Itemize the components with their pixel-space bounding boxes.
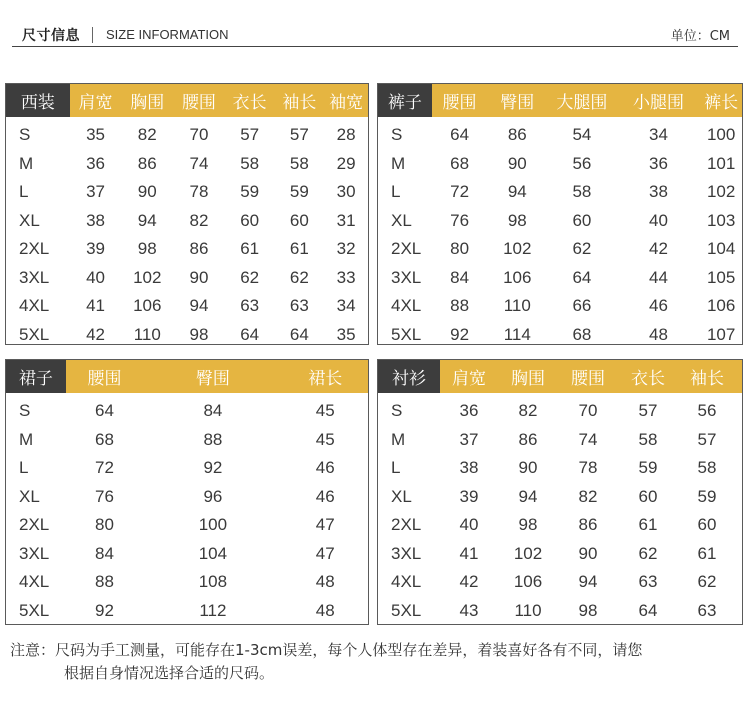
pants-column-header: 裤长 — [704, 93, 739, 113]
table-cell: 41 — [459, 543, 479, 563]
table-cell: 82 — [189, 210, 209, 230]
table-cell: 54 — [572, 125, 592, 145]
table-row — [378, 235, 742, 264]
table-cell: 64 — [572, 267, 592, 287]
table-cell: 68 — [572, 324, 592, 344]
table-cell: 31 — [336, 210, 356, 230]
table-row — [6, 511, 368, 540]
table-cell: 92 — [203, 458, 223, 478]
table-cell: 58 — [289, 153, 309, 173]
table-cell: 45 — [315, 429, 335, 449]
table-row — [6, 397, 368, 426]
table-cell: 86 — [137, 153, 157, 173]
table-cell: 62 — [638, 543, 658, 563]
table-cell: 84 — [450, 267, 470, 287]
table-cell: 108 — [198, 572, 228, 592]
table-row — [378, 321, 742, 350]
table-cell: 47 — [315, 515, 335, 535]
table-cell: 102 — [706, 182, 736, 202]
table-cell: 57 — [240, 125, 260, 145]
suit-table-header — [6, 84, 368, 117]
size-label: L — [391, 182, 401, 202]
table-cell: 78 — [189, 182, 209, 202]
table-row — [6, 321, 368, 350]
table-cell: 63 — [289, 296, 309, 316]
table-cell: 58 — [697, 458, 717, 478]
table-cell: 104 — [706, 239, 736, 259]
table-cell: 38 — [649, 182, 668, 202]
table-cell: 106 — [513, 572, 543, 592]
size-label: S — [391, 401, 403, 421]
table-row — [6, 150, 368, 179]
table-cell: 64 — [289, 324, 309, 344]
table-cell: 60 — [572, 210, 592, 230]
table-cell: 64 — [95, 401, 114, 421]
table-cell: 44 — [649, 267, 668, 287]
table-cell: 98 — [578, 600, 598, 620]
table-cell: 102 — [503, 239, 532, 259]
table-row — [6, 207, 368, 236]
suit-table-category: 西装 — [6, 84, 70, 117]
size-label: 3XL — [391, 543, 422, 563]
table-cell: 63 — [697, 600, 717, 620]
pants-column-header: 腰围 — [442, 93, 477, 113]
table-cell: 106 — [133, 296, 162, 316]
size-label: XL — [391, 210, 412, 230]
size-label: 4XL — [19, 572, 50, 592]
suit-column-header: 衣长 — [232, 93, 267, 113]
table-cell: 112 — [199, 600, 227, 620]
table-cell: 104 — [198, 543, 228, 563]
table-cell: 107 — [706, 324, 736, 344]
skirt-column-header: 臀围 — [195, 369, 230, 389]
table-cell: 37 — [459, 429, 479, 449]
table-row — [6, 568, 368, 597]
size-label: XL — [19, 486, 40, 506]
shirt-table-header — [378, 360, 742, 393]
suit-column-header: 袖宽 — [329, 93, 364, 113]
size-label: XL — [391, 486, 412, 506]
shirt-column-header: 肩宽 — [452, 369, 486, 389]
size-label: L — [19, 182, 29, 202]
table-cell: 98 — [518, 515, 538, 535]
table-cell: 59 — [638, 458, 658, 478]
table-row — [6, 454, 368, 483]
table-row — [378, 121, 742, 150]
table-cell: 98 — [189, 324, 209, 344]
pants-size-table — [377, 83, 743, 345]
table-row — [378, 454, 742, 483]
table-row — [378, 150, 742, 179]
table-cell: 70 — [578, 401, 598, 421]
table-cell: 94 — [518, 486, 538, 506]
table-cell: 64 — [240, 324, 260, 344]
size-label: L — [19, 458, 29, 478]
table-cell: 64 — [638, 600, 658, 620]
table-cell: 90 — [518, 458, 538, 478]
size-label: 4XL — [391, 572, 422, 592]
table-row — [378, 178, 742, 207]
table-cell: 110 — [514, 600, 542, 620]
size-label: 5XL — [19, 600, 50, 620]
table-cell: 42 — [459, 572, 479, 592]
table-cell: 61 — [638, 515, 658, 535]
table-cell: 72 — [450, 182, 470, 202]
table-cell: 41 — [86, 296, 106, 316]
table-cell: 56 — [572, 153, 592, 173]
skirt-size-table — [5, 359, 369, 625]
table-cell: 70 — [189, 125, 209, 145]
title-divider — [92, 27, 93, 43]
table-cell: 63 — [240, 296, 260, 316]
table-cell: 58 — [572, 182, 592, 202]
table-cell: 78 — [578, 458, 598, 478]
table-cell: 60 — [697, 515, 717, 535]
table-cell: 34 — [336, 296, 356, 316]
table-cell: 61 — [240, 239, 260, 259]
table-cell: 76 — [450, 210, 470, 230]
table-cell: 74 — [189, 153, 209, 173]
size-label: 5XL — [391, 324, 422, 344]
pants-column-header: 臀围 — [500, 93, 535, 113]
table-cell: 88 — [203, 429, 223, 449]
suit-column-header: 肩宽 — [78, 93, 113, 113]
size-label: S — [391, 125, 403, 145]
table-row — [6, 121, 368, 150]
table-row — [378, 207, 742, 236]
table-cell: 56 — [697, 401, 717, 421]
table-row — [378, 483, 742, 512]
pants-column-header: 小腿围 — [632, 93, 684, 113]
size-label: 3XL — [391, 267, 422, 287]
table-cell: 59 — [240, 182, 260, 202]
table-cell: 42 — [649, 239, 668, 259]
table-cell: 74 — [578, 429, 598, 449]
table-cell: 82 — [578, 486, 598, 506]
table-cell: 62 — [289, 267, 309, 287]
table-cell: 61 — [289, 239, 309, 259]
table-cell: 29 — [336, 153, 356, 173]
table-cell: 90 — [507, 153, 527, 173]
table-cell: 88 — [95, 572, 114, 592]
table-row — [6, 426, 368, 455]
size-label: 2XL — [391, 239, 422, 259]
size-label: M — [19, 429, 34, 449]
table-cell: 48 — [315, 600, 335, 620]
table-row — [378, 597, 742, 626]
table-cell: 58 — [638, 429, 658, 449]
table-cell: 102 — [133, 267, 162, 287]
table-cell: 72 — [95, 458, 114, 478]
table-cell: 36 — [459, 401, 479, 421]
skirt-column-header: 腰围 — [87, 369, 122, 389]
table-cell: 63 — [638, 572, 658, 592]
shirt-column-header: 衣长 — [631, 369, 665, 389]
table-cell: 45 — [315, 401, 335, 421]
table-row — [378, 511, 742, 540]
size-label: 4XL — [19, 296, 50, 316]
shirt-column-header: 袖长 — [690, 369, 724, 389]
pants-column-header: 大腿围 — [556, 93, 608, 113]
size-label: L — [391, 458, 401, 478]
table-cell: 58 — [240, 153, 260, 173]
table-cell: 38 — [459, 458, 479, 478]
size-label: 2XL — [391, 515, 422, 535]
table-cell: 86 — [578, 515, 598, 535]
pants-table-category: 裤子 — [378, 84, 432, 117]
table-cell: 61 — [697, 543, 717, 563]
table-cell: 106 — [503, 267, 532, 287]
note-line-1: 注意：尺码为手工测量，可能存在1-3cm误差，每个人体型存在差异，着装喜好各有不同，请您 — [10, 641, 643, 659]
table-cell: 40 — [459, 515, 479, 535]
table-cell: 39 — [86, 239, 106, 259]
skirt-column-header: 裙长 — [308, 369, 343, 389]
size-label: 2XL — [19, 239, 50, 259]
table-cell: 80 — [95, 515, 114, 535]
table-row — [378, 264, 742, 293]
table-cell: 38 — [86, 210, 106, 230]
table-cell: 46 — [315, 486, 335, 506]
suit-column-header: 袖长 — [282, 93, 317, 113]
shirt-column-header: 腰围 — [571, 369, 605, 389]
size-label: 2XL — [19, 515, 50, 535]
table-cell: 94 — [507, 182, 527, 202]
table-cell: 62 — [240, 267, 260, 287]
table-cell: 39 — [459, 486, 479, 506]
size-label: S — [19, 401, 31, 421]
table-cell: 37 — [86, 182, 106, 202]
table-row — [378, 292, 742, 321]
page-title: 尺寸信息 — [22, 28, 80, 44]
table-row — [378, 426, 742, 455]
table-cell: 84 — [203, 401, 223, 421]
table-cell: 84 — [95, 543, 114, 563]
skirt-table-category: 裙子 — [6, 360, 66, 393]
suit-column-header: 胸围 — [130, 93, 165, 113]
table-cell: 30 — [336, 182, 356, 202]
table-cell: 101 — [706, 153, 736, 173]
size-label: 5XL — [391, 600, 422, 620]
table-cell: 86 — [507, 125, 527, 145]
table-cell: 59 — [289, 182, 309, 202]
table-cell: 48 — [649, 324, 668, 344]
skirt-table-header — [6, 360, 368, 393]
page-subtitle: SIZE INFORMATION — [106, 27, 229, 42]
table-row — [378, 540, 742, 569]
table-cell: 34 — [649, 125, 668, 145]
table-cell: 92 — [95, 600, 114, 620]
pants-table-header — [378, 84, 742, 117]
note-line-2: 根据自身情况选择合适的尺码。 — [64, 664, 275, 682]
table-row — [6, 483, 368, 512]
table-row — [6, 540, 368, 569]
table-cell: 48 — [315, 572, 335, 592]
table-row — [6, 292, 368, 321]
table-cell: 88 — [450, 296, 470, 316]
table-row — [6, 597, 368, 626]
table-row — [378, 568, 742, 597]
suit-column-header: 腰围 — [181, 93, 216, 113]
table-cell: 42 — [86, 324, 106, 344]
table-cell: 98 — [507, 210, 527, 230]
table-cell: 102 — [513, 543, 543, 563]
table-cell: 36 — [649, 153, 668, 173]
table-cell: 64 — [450, 125, 470, 145]
size-label: 5XL — [19, 324, 50, 344]
table-cell: 76 — [95, 486, 114, 506]
size-label: M — [19, 153, 34, 173]
table-cell: 60 — [289, 210, 309, 230]
table-cell: 90 — [189, 267, 209, 287]
table-cell: 40 — [649, 210, 668, 230]
table-cell: 28 — [336, 125, 356, 145]
size-label: XL — [19, 210, 40, 230]
table-cell: 68 — [450, 153, 470, 173]
table-cell: 100 — [198, 515, 228, 535]
table-cell: 62 — [697, 572, 717, 592]
table-row — [6, 264, 368, 293]
shirt-column-header: 胸围 — [511, 369, 545, 389]
table-cell: 94 — [137, 210, 157, 230]
table-cell: 92 — [450, 324, 470, 344]
table-cell: 57 — [289, 125, 309, 145]
table-cell: 103 — [706, 210, 736, 230]
table-cell: 40 — [86, 267, 106, 287]
table-cell: 33 — [336, 267, 356, 287]
table-cell: 60 — [638, 486, 658, 506]
table-cell: 36 — [86, 153, 106, 173]
table-cell: 82 — [518, 401, 538, 421]
suit-size-table — [5, 83, 369, 345]
table-cell: 94 — [189, 296, 209, 316]
table-cell: 62 — [572, 239, 592, 259]
size-label: 4XL — [391, 296, 422, 316]
table-cell: 35 — [336, 324, 356, 344]
table-cell: 86 — [189, 239, 209, 259]
size-label: M — [391, 153, 406, 173]
table-cell: 80 — [450, 239, 470, 259]
table-cell: 68 — [95, 429, 114, 449]
table-cell: 43 — [459, 600, 479, 620]
table-cell: 32 — [336, 239, 356, 259]
shirt-size-table — [377, 359, 743, 625]
table-cell: 57 — [697, 429, 717, 449]
table-cell: 47 — [315, 543, 335, 563]
shirt-table-category: 衬衫 — [378, 360, 440, 393]
size-label: M — [391, 429, 406, 449]
header-rule — [12, 46, 738, 47]
table-cell: 59 — [697, 486, 717, 506]
table-cell: 90 — [137, 182, 157, 202]
table-cell: 86 — [518, 429, 538, 449]
table-cell: 90 — [578, 543, 598, 563]
table-cell: 100 — [706, 125, 736, 145]
table-cell: 35 — [86, 125, 106, 145]
size-label: 3XL — [19, 267, 50, 287]
table-cell: 114 — [503, 324, 531, 344]
table-cell: 57 — [638, 401, 658, 421]
table-row — [378, 397, 742, 426]
table-cell: 60 — [240, 210, 260, 230]
table-cell: 46 — [315, 458, 335, 478]
table-cell: 105 — [706, 267, 736, 287]
table-cell: 106 — [706, 296, 736, 316]
size-label: 3XL — [19, 543, 50, 563]
size-label: S — [19, 125, 31, 145]
table-row — [6, 178, 368, 207]
table-cell: 96 — [203, 486, 223, 506]
table-row — [6, 235, 368, 264]
table-cell: 82 — [137, 125, 157, 145]
table-cell: 110 — [133, 324, 161, 344]
unit-label: 单位：CM — [670, 29, 730, 44]
table-cell: 46 — [649, 296, 668, 316]
table-cell: 110 — [503, 296, 531, 316]
table-cell: 66 — [572, 296, 592, 316]
table-cell: 98 — [137, 239, 157, 259]
table-cell: 94 — [578, 572, 598, 592]
